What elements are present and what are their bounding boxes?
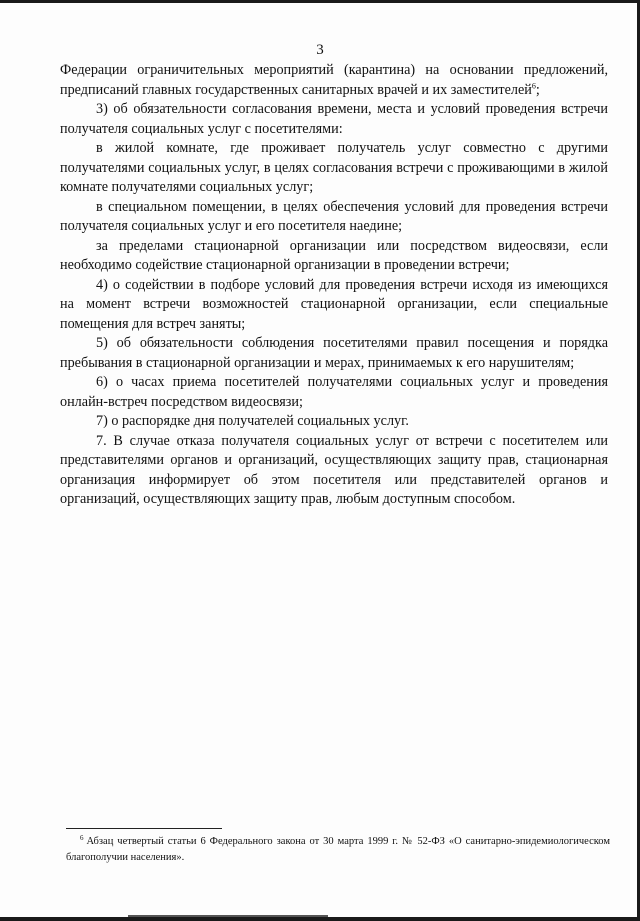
scan-border-top <box>0 0 640 3</box>
footnote-mark: 6 <box>80 833 84 842</box>
paragraph: в жилой комнате, где проживает получатель услуг совместно с другими получателями социальных услуг, в целях согласования встречи с проживающими в жилой комнате получателями социальных услуг; <box>60 140 608 195</box>
paragraph: 7. В случае отказа получателя социальных услуг от встречи с посетителем или представителями органов и организаций, осуществляющих защиту прав, стационарная организация информирует об этом посетителя или представителей органов и организаций, осуществляющих защиту прав, любым доступным способом. <box>60 432 608 507</box>
body-text <box>60 61 608 510</box>
footnote-text: Абзац четвертый статьи 6 Федерального закона от 30 марта 1999 г. № 52-ФЗ «О санитарно-эпидемиологическом благополучии населения». <box>66 836 610 863</box>
paragraph: 3) об обязательности согласования времени, места и условий проведения встречи получателя социальных услуг с посетителями: <box>60 101 608 137</box>
paragraph: 5) об обязательности соблюдения посетителями правил посещения и порядка пребывания в стационарной организации и мерах, принимаемых к его нарушителям; <box>60 335 608 371</box>
page-number: 3 <box>316 42 324 58</box>
paragraph: 4) о содействии в подборе условий для проведения встречи исходя из имеющихся на момент встречи возможностей стационарной организации, если специальные помещения для встреч заняты; <box>60 276 608 332</box>
paragraph: 7) о распорядке дня получателей социальных услуг. <box>96 413 409 429</box>
footnote <box>66 834 610 866</box>
paragraph: 6) о часах приема посетителей получателями социальных услуг и проведения онлайн-встреч посредством видеосвязи; <box>60 374 608 410</box>
paragraph: за пределами стационарной организации или посредством видеосвязи, если необходимо содействие стационарной организации в проведении встречи; <box>60 237 608 273</box>
scan-artifact-line <box>128 915 328 917</box>
footnote-separator <box>66 828 222 829</box>
paragraph: Федерации ограничительных мероприятий (карантина) на основании предложений, предписаний главных государственных санитарных врачей и их заместителей$^6$; <box>60 62 608 98</box>
scan-border-bottom <box>0 917 640 921</box>
paragraph: в специальном помещении, в целях обеспечения условий для проведения встречи получателя социальных услуг и его посетителя наедине; <box>60 198 608 234</box>
footnote-reference[interactable]: 6 <box>531 80 536 90</box>
